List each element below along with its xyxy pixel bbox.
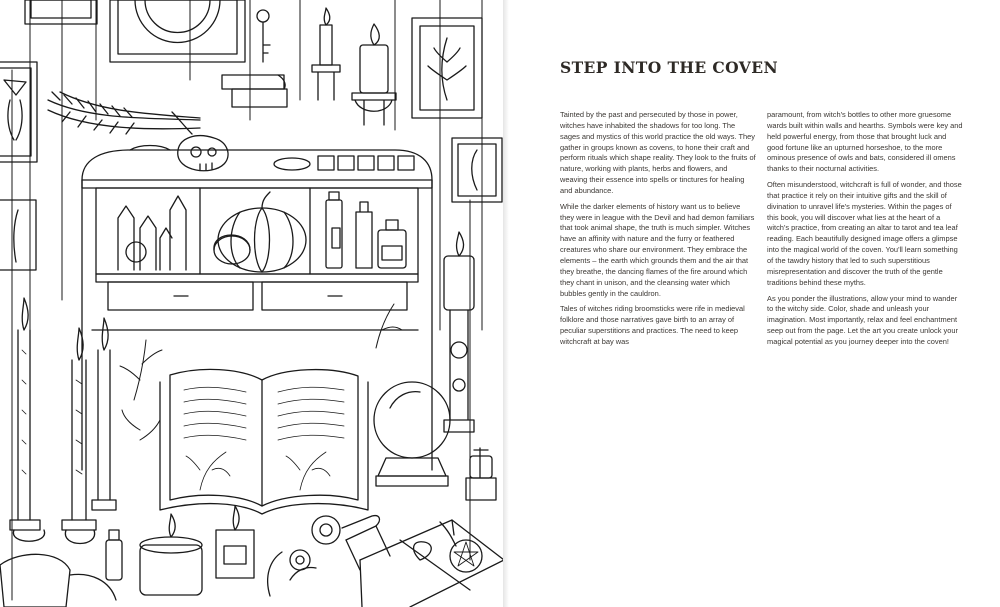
paragraph: As you ponder the illustrations, allow your mind to wander to the witchy side. Color, shade and unleash your imagination. Most importantly, relax and feel enchantment seep out from the page. Let the art you create unlock your magical potential as you journey deeper into the coven! (767, 293, 959, 346)
paragraph: While the darker elements of history want us to believe they were in league with the Devil and had demon familiars that took animal shape, the truth is much simpler. Witches have an affinity with nature and the furry or feathered creatures who share our environment. They embrace the elements – the earth which grounds them and the air that they breathe, the dancing flames of the fire around which they chant in unison, and the cleansing water which bubbles gently in the cauldron. (560, 201, 755, 298)
jar-row (274, 156, 414, 170)
text-page (509, 0, 1000, 607)
pumpkin-cauldron (214, 192, 306, 272)
book-stack-top (222, 75, 287, 107)
left-herb-frame (0, 200, 36, 270)
tied-books (360, 520, 503, 607)
open-spellbook (160, 369, 368, 514)
plant-sprigs (120, 304, 402, 440)
bottom-left-props (0, 448, 496, 607)
crystals (118, 196, 186, 270)
skull-icon (178, 136, 228, 171)
text-column-right (767, 110, 963, 353)
crystal-ball (374, 382, 450, 486)
leaf-frame (412, 18, 482, 118)
witch-portrait-frame (0, 62, 37, 162)
right-wall-decor (444, 138, 502, 432)
paragraph: Tainted by the past and persecuted by those in power, witches have inhabited the shadows for too long. The sages and mystics of this world practice the old ways. They gather in groups known as covens, to hone their craft and perform rituals which shape reality. They look to the fruits of nature, working with plants, herbs and flowers, and weaving their essence into spells or tinctures for healing and abundance. (560, 110, 756, 195)
paragraph: Tales of witches riding broomsticks were rife in medieval folklore and those narratives gave birth to an array of peculiar superstitions and practices. The need to keep witchcraft at bay was (560, 304, 745, 346)
table-clutter (140, 506, 390, 596)
small-frame-top-left (25, 0, 97, 24)
text-column-left (560, 110, 756, 353)
clock-frame (110, 0, 245, 62)
herb-bundle (48, 92, 200, 134)
paragraph: paramount, from witch's bottles to other more gruesome wards built within walls and hearths. Symbols were key and held powerful energy, from those that brought luck and good fortune like an upturned horseshoe, to the more ominous presence of owls and bats, considered ill omens thanks to their nocturnal activities. (767, 110, 963, 174)
potion-bottles (326, 192, 406, 268)
page-title: STEP INTO THE COVEN (560, 58, 779, 77)
cabinet (82, 146, 432, 471)
key-icon (257, 10, 270, 62)
paragraph: Often misunderstood, witchcraft is full of wonder, and those that practice it rely on their intuitive gifts and the skill of divination to unravel life's mysteries. Within the pages of this book, you will discover what lies at the heart of a witch's practice, from creating an altar to tarot and tea leaf reading. Each beautifully designed image offers a glimpse into the magical world of the coven. You'll learn something of the tawdry history that led to such superstitious misrepresentation and discover the truth of the gentle traditions behind these myths. (767, 180, 962, 287)
top-candles (312, 8, 396, 125)
tall-candles (10, 298, 116, 544)
